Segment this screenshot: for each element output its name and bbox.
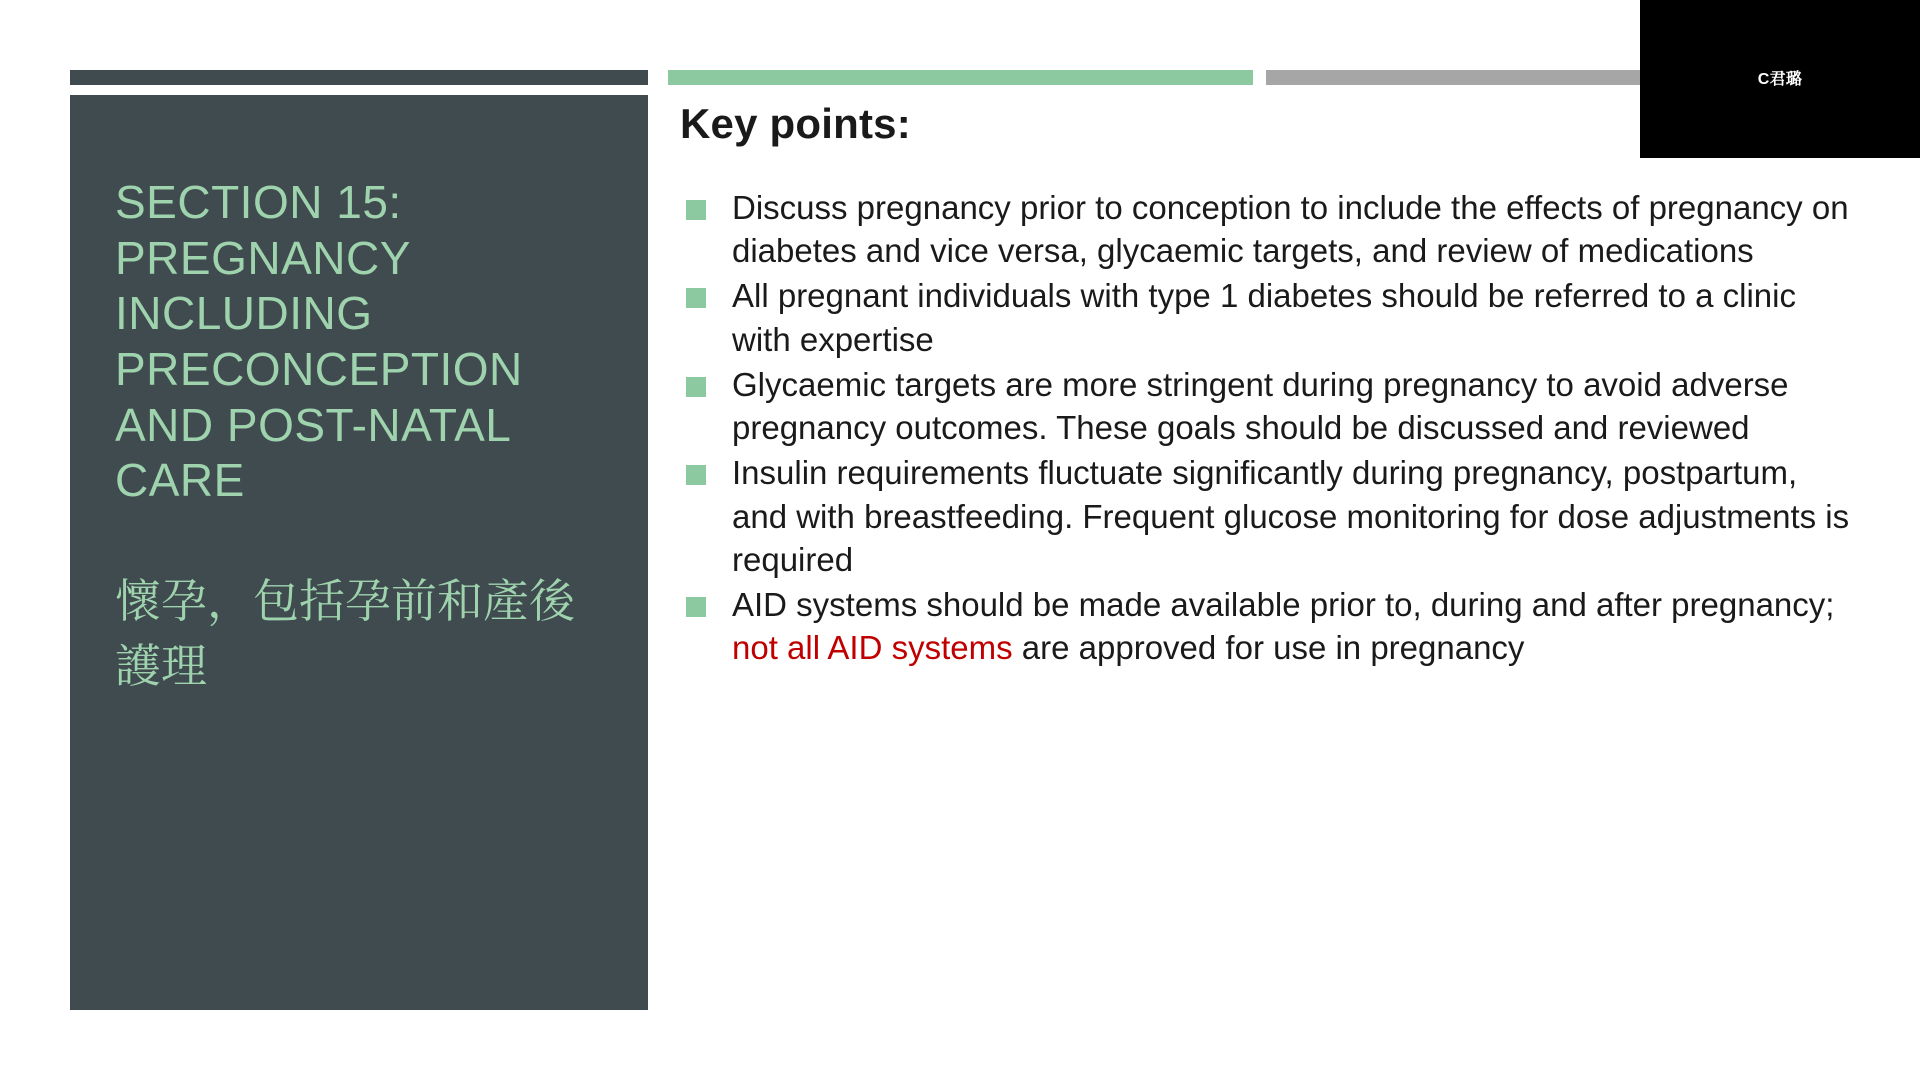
key-points-heading: Key points:	[680, 100, 911, 147]
bullet-text: AID systems should be made available prior to, during and after pregnancy;	[732, 585, 1835, 623]
bullet-item	[680, 363, 1860, 449]
bullet-item	[680, 274, 1860, 360]
webcam-overlay	[1640, 0, 1920, 158]
square-bullet-icon	[686, 377, 706, 397]
slide-title-chinese: 懷孕，包括孕前和產後護理	[115, 574, 575, 693]
bullet-text: All pregnant individuals with type 1 diabetes should be referred to a clinic with expertise	[732, 277, 1796, 358]
title-panel	[70, 95, 648, 1010]
webcam-presenter-name: C君璐	[1757, 71, 1803, 88]
bullet-text: Discuss pregnancy prior to conception to include the effects of pregnancy on diabetes and vice versa, glycaemic targets, and review of medications	[732, 189, 1849, 270]
square-bullet-icon	[686, 200, 706, 220]
accent-bar-gray	[1266, 70, 1641, 85]
bullet-item	[680, 186, 1860, 272]
bullet-text: Insulin requirements fluctuate significantly during pregnancy, postpartum, and with breastfeeding. Frequent glucose monitoring for dose adjustments is required	[732, 454, 1850, 578]
square-bullet-icon	[686, 465, 706, 485]
square-bullet-icon	[686, 288, 706, 308]
bullet-list	[680, 186, 1860, 669]
slide-body	[680, 100, 1860, 671]
bullet-text: are approved for use in pregnancy	[1012, 629, 1525, 667]
slide-title-english: SECTION 15: PREGNANCY INCLUDING PRECONCEPTION AND POST-NATAL CARE	[115, 176, 523, 507]
accent-bar-dark	[70, 70, 648, 85]
bullet-text-highlight: not all AID systems	[732, 629, 1013, 667]
bullet-item	[680, 583, 1860, 669]
bullet-item	[680, 451, 1860, 581]
square-bullet-icon	[686, 597, 706, 617]
accent-bar-green	[668, 70, 1253, 85]
bullet-text: Glycaemic targets are more stringent during pregnancy to avoid adverse pregnancy outcomes. These goals should be discussed and reviewed	[732, 365, 1789, 447]
